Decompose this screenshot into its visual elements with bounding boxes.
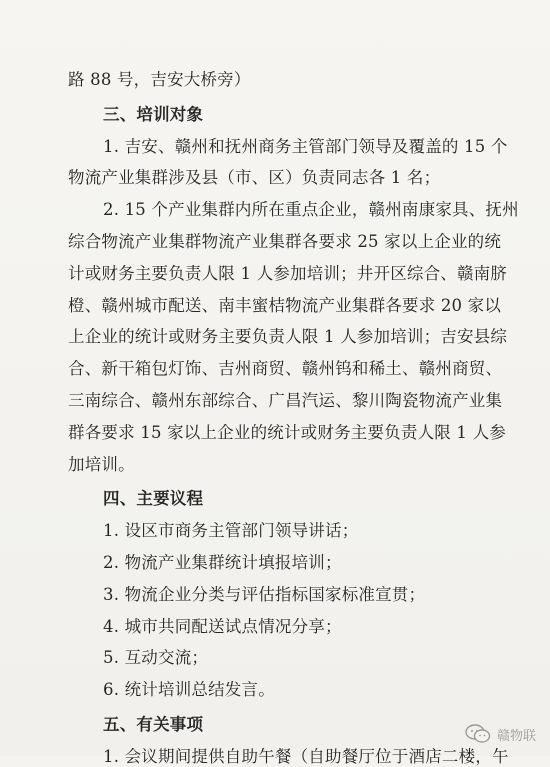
text-line: 综合物流产业集群物流产业集群各要求 25 家以上企业的统 xyxy=(68,232,502,251)
text-line: 2. 物流产业集群统计填报培训； xyxy=(103,553,342,572)
watermark xyxy=(465,724,536,744)
section-heading: 三、培训对象 xyxy=(103,105,204,124)
text-line: 三南综合、赣州东部综合、广昌汽运、黎川陶瓷物流产业集 xyxy=(68,391,503,410)
section-heading: 四、主要议程 xyxy=(103,489,204,508)
text-line: 加培训。 xyxy=(68,455,135,474)
wechat-icon xyxy=(465,724,491,744)
text-line: 5. 互动交流； xyxy=(103,648,209,667)
text-line: 6. 统计培训总结发言。 xyxy=(103,680,275,699)
text-line: 1. 会议期间提供自助午餐（自助餐厅位于酒店二楼，午 xyxy=(103,747,509,766)
text-line: 上企业的统计或财务主要负责人限 1 人参加培训；吉安县综 xyxy=(68,327,508,346)
text-line: 1. 设区市商务主管部门领导讲话； xyxy=(103,521,359,540)
text-line: 物流产业集群涉及县（市、区）负责同志各 1 名； xyxy=(68,168,441,187)
section-heading: 五、有关事项 xyxy=(103,715,204,734)
text-line: 路 88 号，吉安大桥旁） xyxy=(68,70,251,89)
text-line: 3. 物流企业分类与评估指标国家标准宣贯； xyxy=(103,585,426,604)
text-line: 合、新干箱包灯饰、吉州商贸、赣州钨和稀土、赣州商贸、 xyxy=(68,359,503,378)
text-line: 4. 城市共同配送试点情况分享； xyxy=(103,617,342,636)
text-line: 橙、赣州城市配送、南丰蜜桔物流产业集群各要求 20 家以 xyxy=(68,296,502,315)
text-line: 2. 15 个产业集群内所在重点企业，赣州南康家具、抚州 xyxy=(103,200,519,219)
text-line: 计或财务主要负责人限 1 人参加培训；井开区综合、赣南脐 xyxy=(68,264,508,283)
text-line: 群各要求 15 家以上企业的统计或财务主要负责人限 1 人参 xyxy=(68,423,506,442)
watermark-text: 赣物联 xyxy=(496,728,536,744)
text-line: 1. 吉安、赣州和抚州商务主管部门领导及覆盖的 15 个 xyxy=(103,137,508,156)
